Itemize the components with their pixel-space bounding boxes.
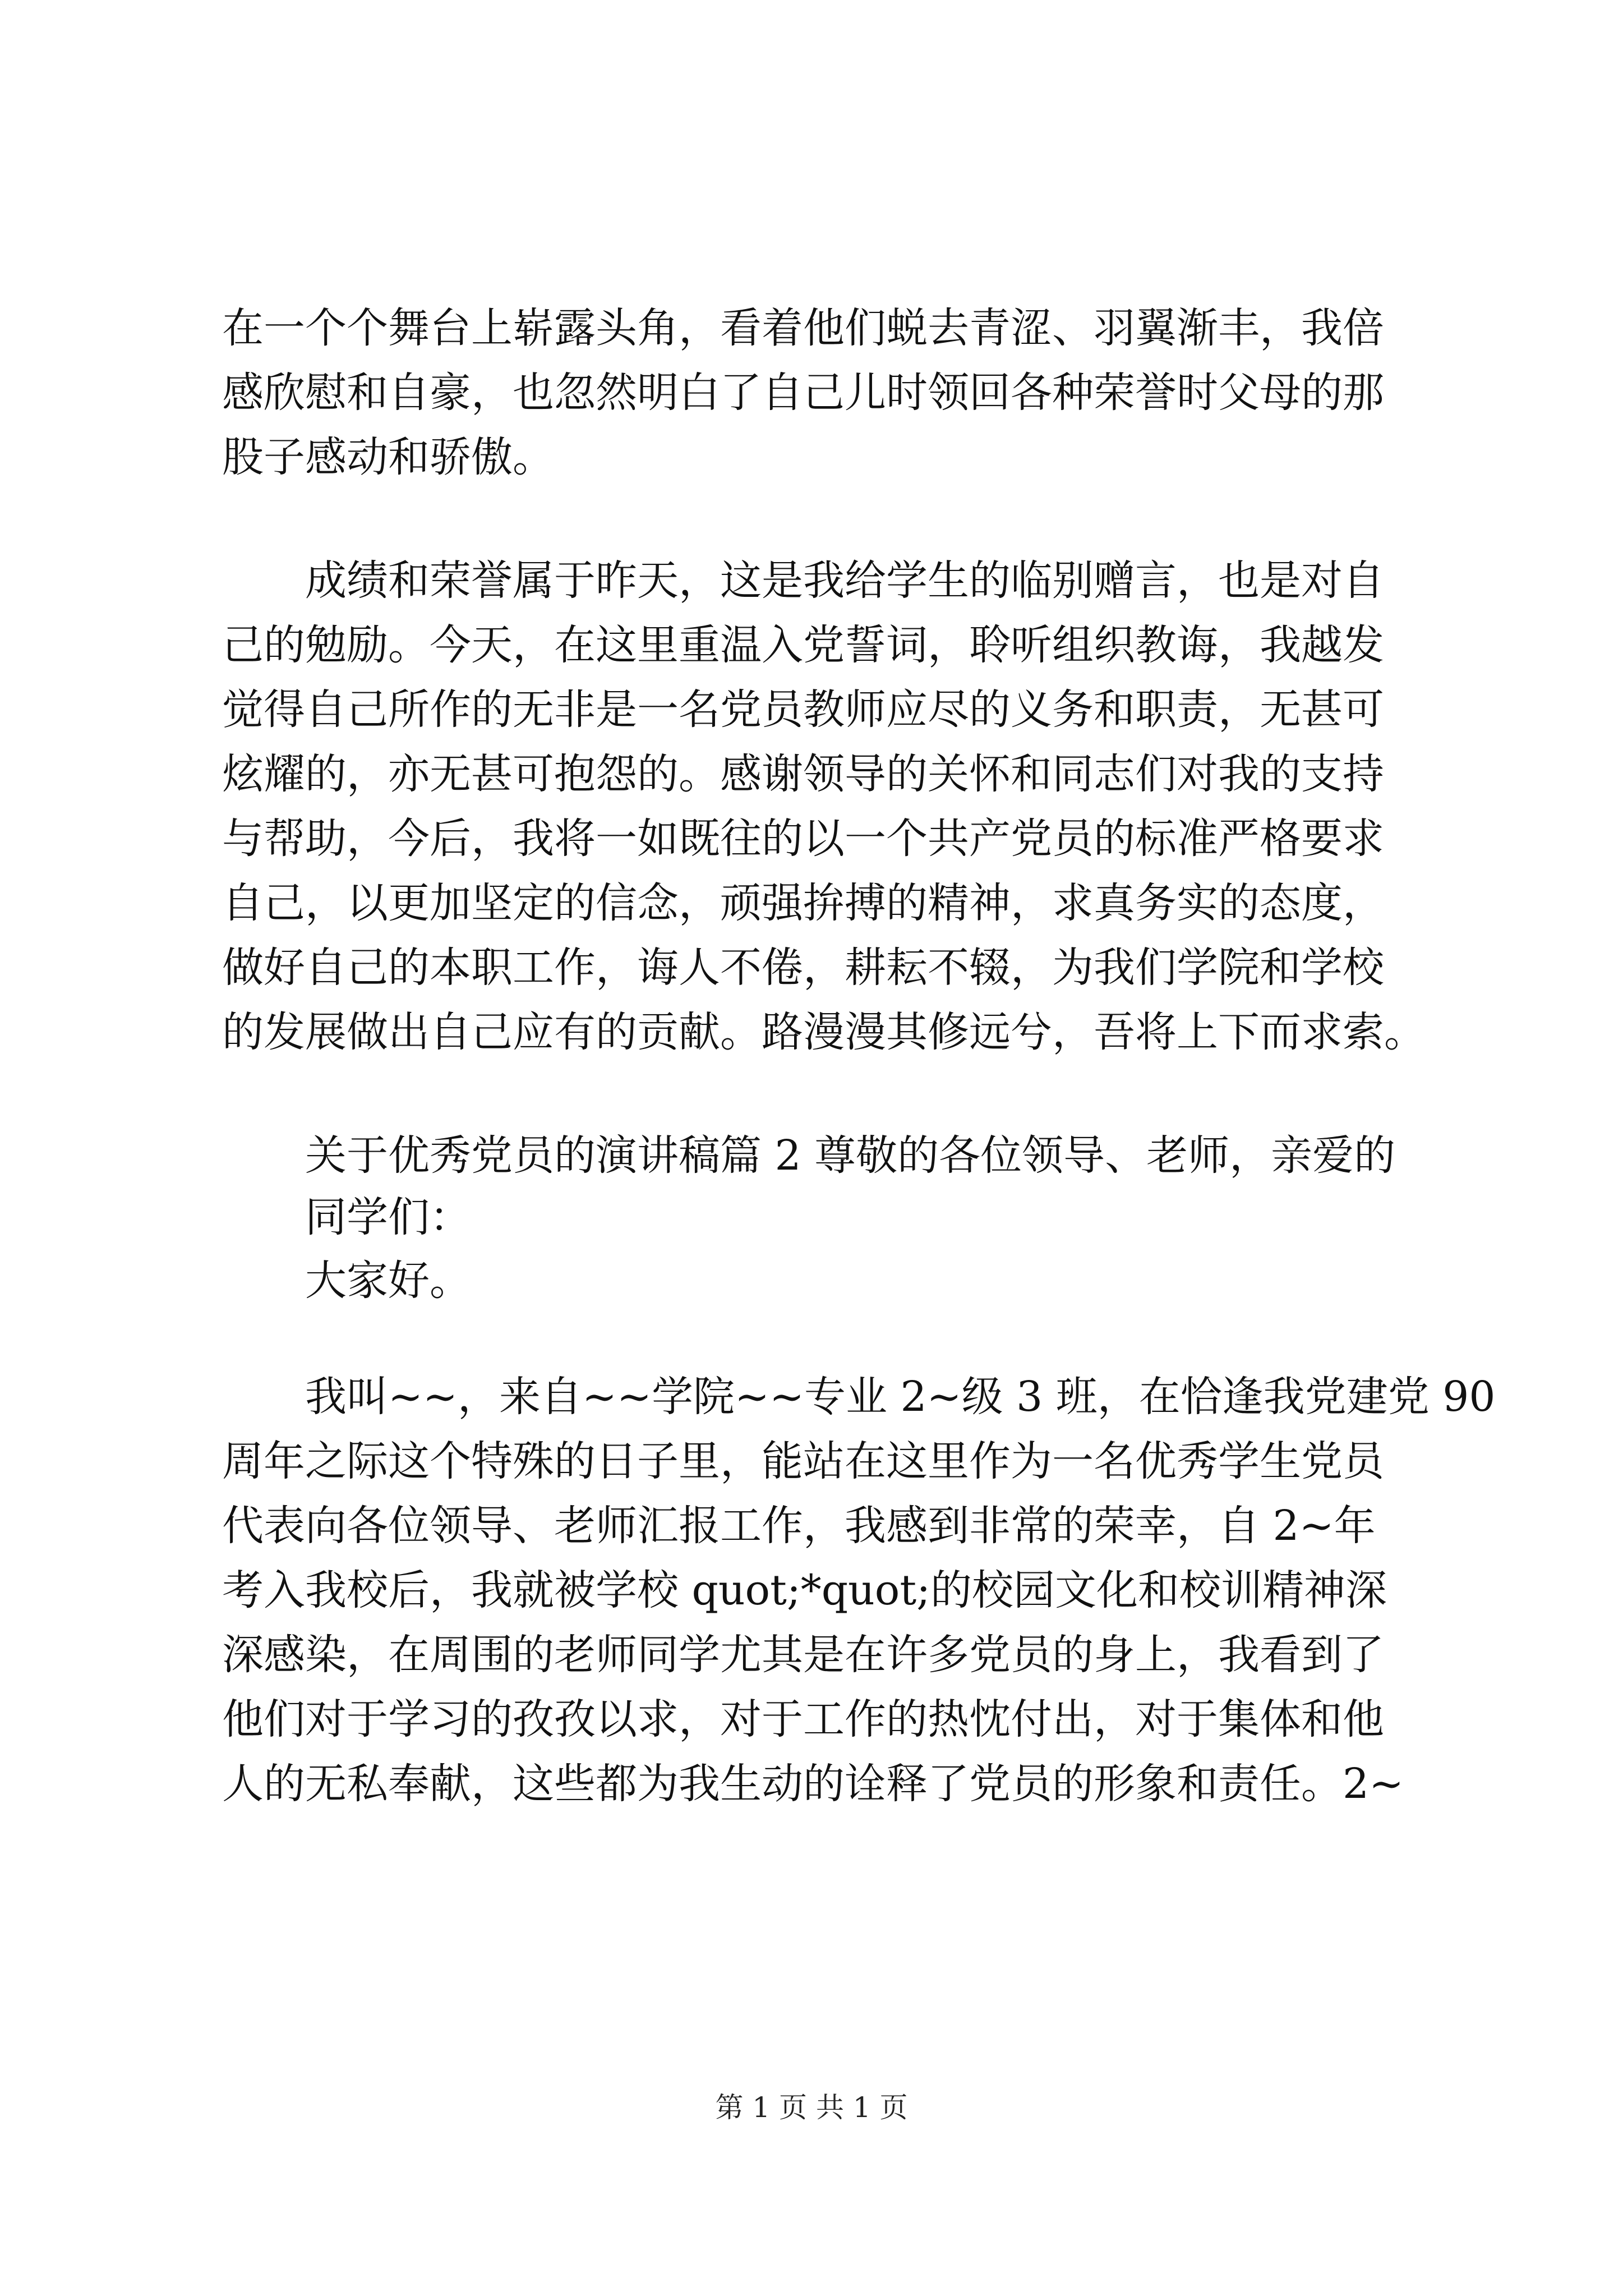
body-text-line: 大家好。 <box>305 1257 471 1305</box>
body-text-line: 感欣慰和自豪，也忽然明白了自己儿时领回各种荣誉时父母的那 <box>222 369 1384 417</box>
body-text-line: 与帮助，今后，我将一如既往的以一个共产党员的标准严格要求 <box>222 815 1384 863</box>
body-text-line: 同学们： <box>305 1193 471 1241</box>
body-text-line: 在一个个舞台上崭露头角，看着他们蜕去青涩、羽翼渐丰，我倍 <box>222 304 1384 352</box>
body-text-line: 的发展做出自己应有的贡献。路漫漫其修远兮，吾将上下而求索。 <box>222 1008 1426 1056</box>
body-text-line: 己的勉励。今天，在这里重温入党誓词，聆听组织教诲，我越发 <box>222 621 1384 669</box>
body-text-line: 深感染，在周围的老师同学尤其是在许多党员的身上，我看到了 <box>222 1631 1384 1679</box>
body-text-line: 做好自己的本职工作，诲人不倦，耕耘不辍，为我们学院和学校 <box>222 944 1384 992</box>
body-text-line: 股子感动和骄傲。 <box>222 433 554 481</box>
body-text-line: 考入我校后，我就被学校 quot;*quot;的校园文化和校训精神深 <box>222 1566 1387 1614</box>
body-text-line: 周年之际这个特殊的日子里，能站在这里作为一名优秀学生党员 <box>222 1437 1384 1485</box>
body-text-line: 自己，以更加坚定的信念，顽强拚搏的精神，求真务实的态度， <box>222 879 1384 927</box>
page-number-footer: 第 1 页 共 1 页 <box>715 2091 908 2124</box>
body-text-line: 人的无私奉献，这些都为我生动的诠释了党员的形象和责任。2~ <box>222 1760 1404 1808</box>
body-text-line: 他们对于学习的孜孜以求，对于工作的热忱付出，对于集体和他 <box>222 1695 1384 1743</box>
section-heading-line: 关于优秀党员的演讲稿篇 2 尊敬的各位领导、老师，亲爱的 <box>305 1131 1396 1180</box>
body-text-line: 代表向各位领导、老师汇报工作，我感到非常的荣幸，自 2~年 <box>222 1502 1376 1550</box>
body-text-line: 觉得自己所作的无非是一名党员教师应尽的义务和职责，无甚可 <box>222 685 1384 734</box>
body-text-line: 我叫~~，来自~~学院~~专业 2~级 3 班，在恰逢我党建党 90 <box>305 1373 1496 1421</box>
body-text-line: 成绩和荣誉属于昨天，这是我给学生的临别赠言，也是对自 <box>305 556 1384 605</box>
body-text-line: 炫耀的，亦无甚可抱怨的。感谢领导的关怀和同志们对我的支持 <box>222 750 1384 798</box>
